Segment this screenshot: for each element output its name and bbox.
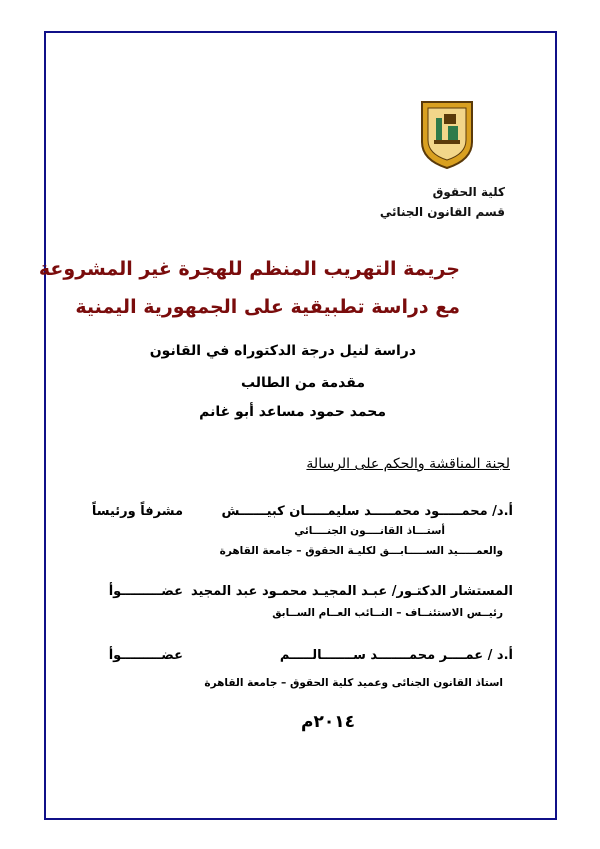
- member-1-name: أ.د/ محمـــــود محمـــــد سليمـــــان كبيــــــش: [221, 504, 513, 519]
- member-2-name: المستشار الدكتـور/ عبـد المجيـد محمـود عبد المجيد: [190, 584, 513, 599]
- thesis-title-line-2: مع دراسة تطبيقية على الجمهورية اليمنية: [75, 296, 460, 318]
- member-1-role: مشرفاً ورئيساً: [91, 504, 183, 519]
- member-1-title-line-1: أستـــاذ القانــــون الجنــــائي: [294, 525, 445, 537]
- member-1-title-line-2: والعمـــــيد الســـــابـــق لكليـة الحقوق – جامعة القاهرة: [219, 545, 503, 557]
- committee-heading: لجنة المناقشة والحكم على الرسالة: [306, 456, 510, 472]
- member-2-role: عضـــــــــوأ: [108, 584, 183, 599]
- university-logo-icon: [418, 98, 476, 172]
- member-2-title-line-1: رئيــس الاستئنــاف – النــائب العــام الســابق: [272, 607, 503, 619]
- student-name: محمد حمود مساعد أبو غانم: [199, 404, 386, 420]
- faculty-name: كلية الحقوق: [432, 185, 505, 199]
- year: ٢٠١٤م: [301, 712, 355, 732]
- submitted-by-label: مقدمة من الطالب: [240, 375, 365, 391]
- degree-purpose: دراسة لنيل درجة الدكتوراه في القانون: [149, 343, 416, 359]
- page-border: [44, 31, 557, 820]
- member-3-role: عضـــــــــوأ: [108, 648, 183, 663]
- thesis-title-line-1: جريمة التهريب المنظم للهجرة غير المشروعة: [38, 258, 460, 280]
- department-name: قسم القانون الجنائي: [379, 205, 505, 219]
- member-3-name: أ.د / عمــــر محمـــــــد ســـــــالـــــم: [279, 648, 513, 663]
- member-3-title-line-1: استاذ القانون الجنائى وعميد كلية الحقوق – جامعة القاهرة: [204, 677, 503, 689]
